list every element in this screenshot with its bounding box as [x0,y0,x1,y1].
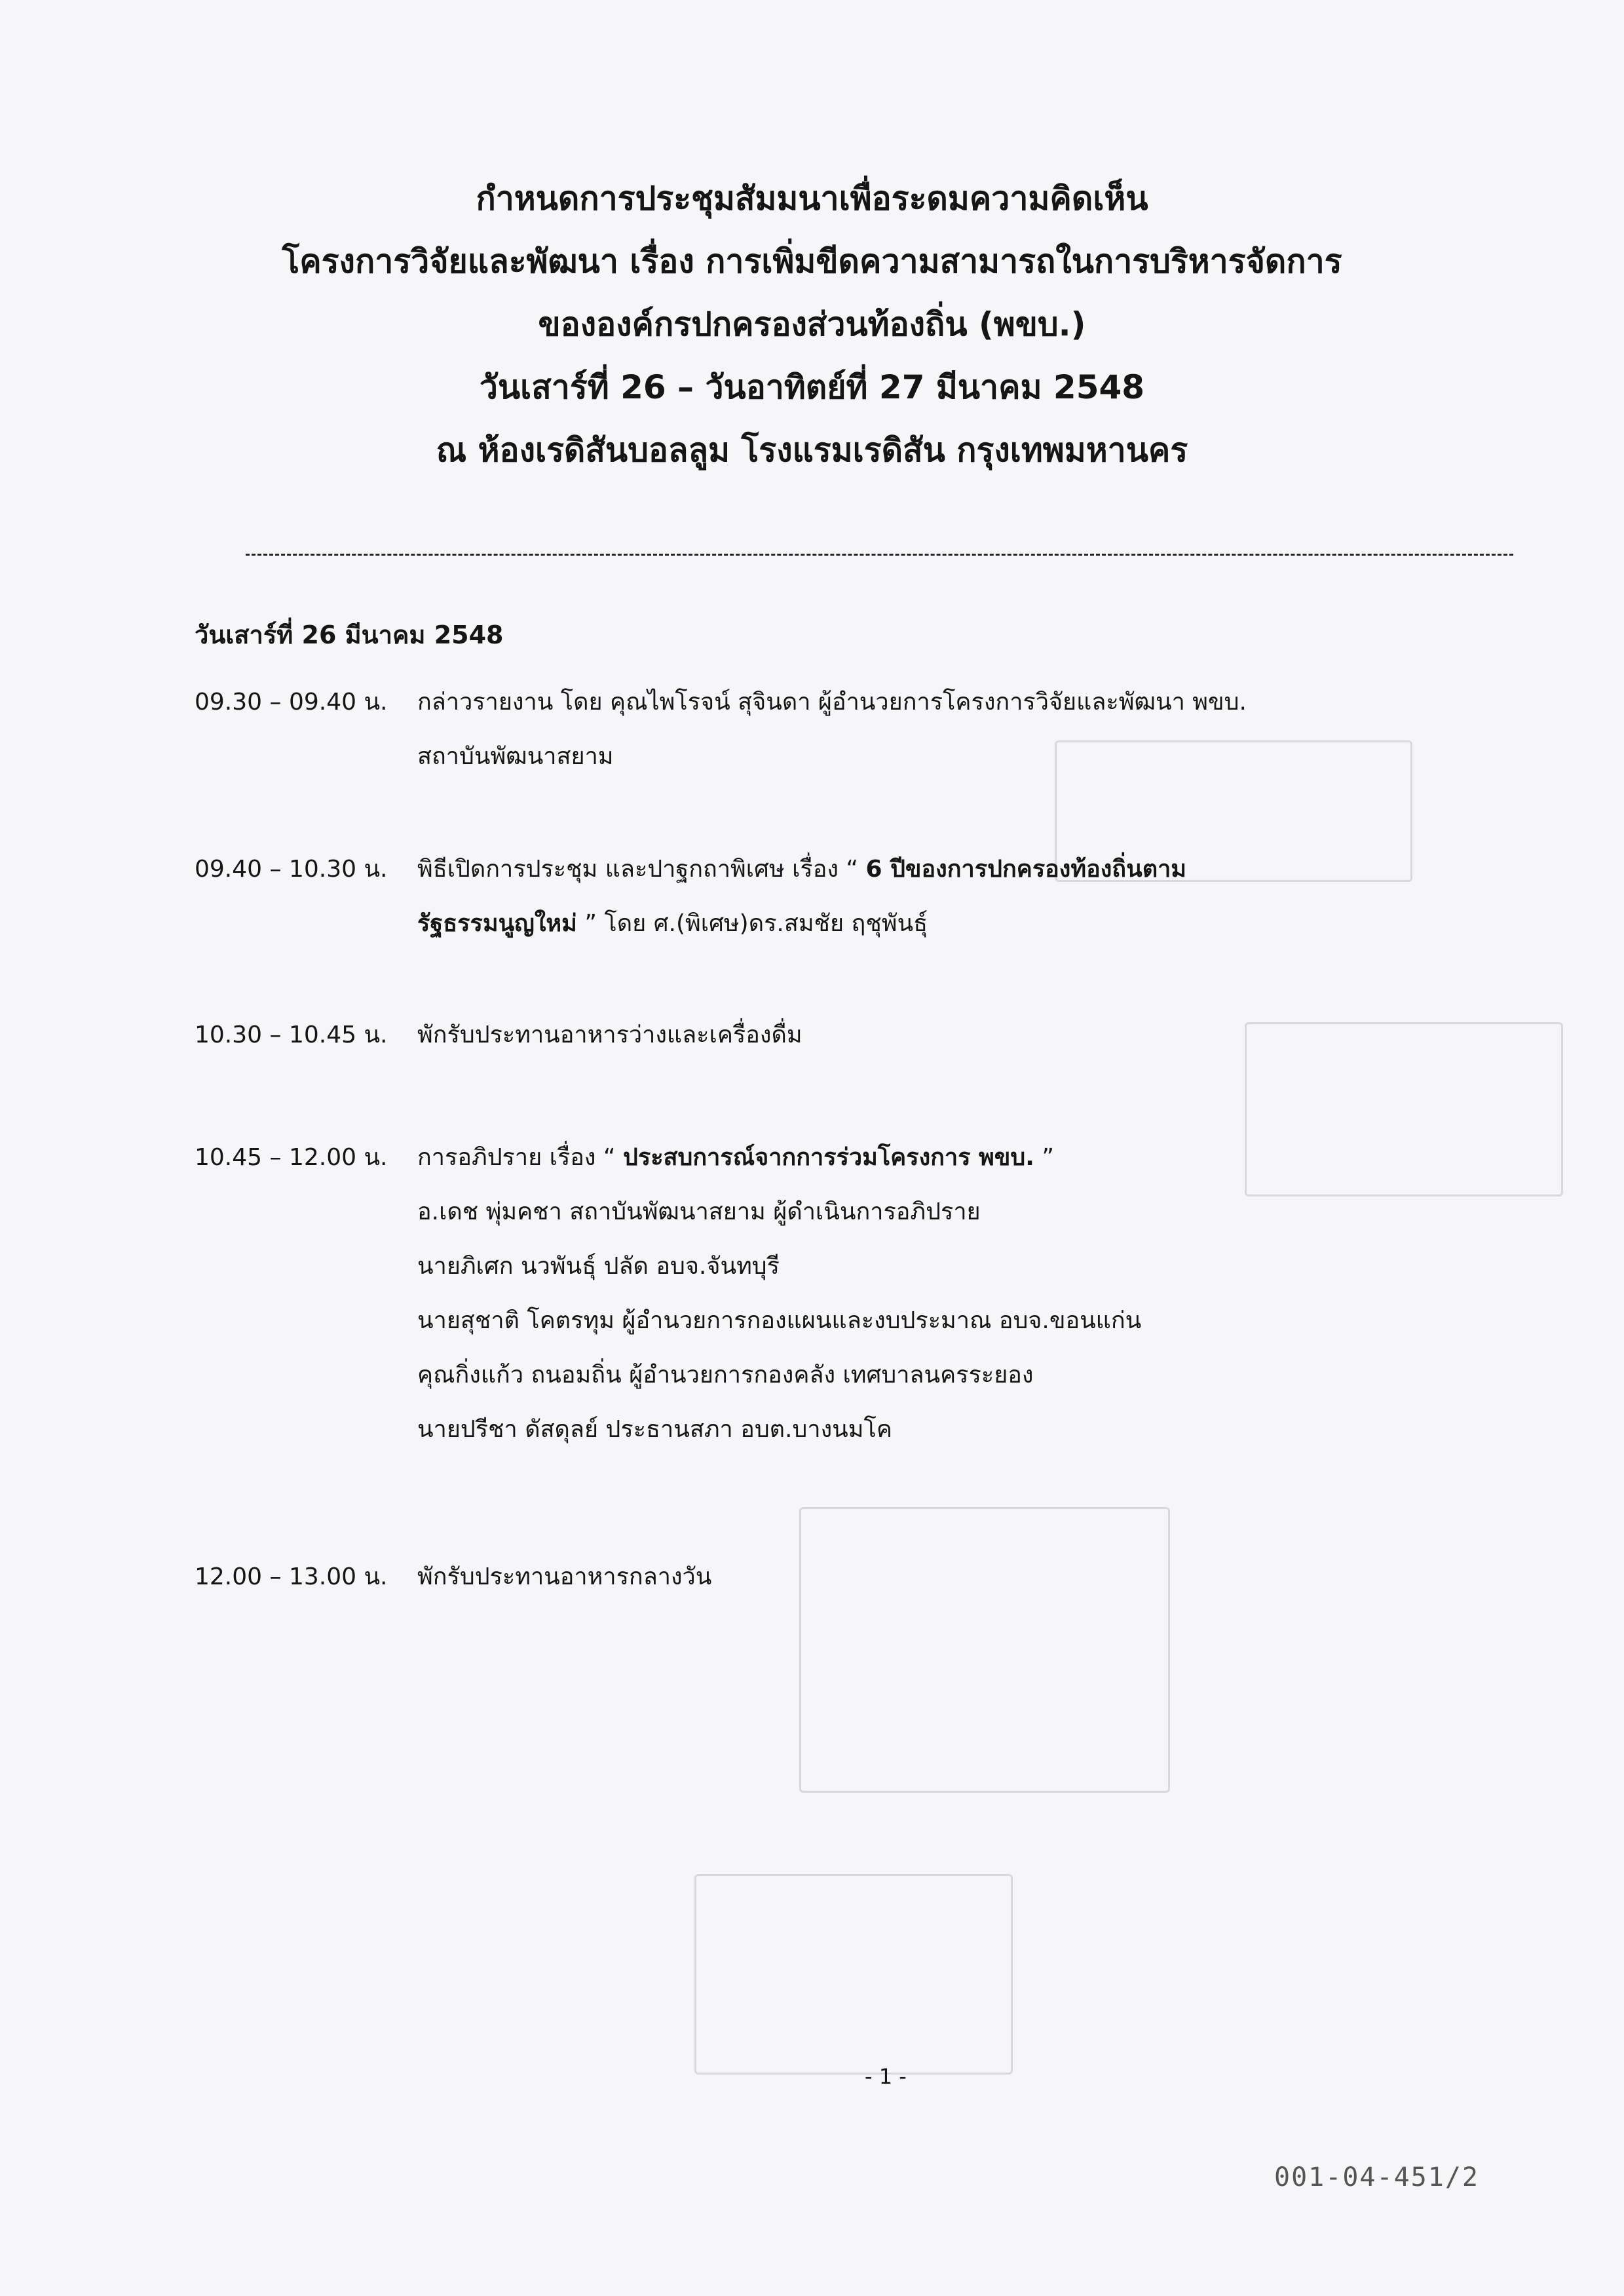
schedule-text: พักรับประทานอาหารกลางวัน [417,1563,712,1590]
panelist: นายปรีชา ดัสดุลย์ ประธานสภา อบต.บางนมโค [417,1416,892,1443]
text-segment: ” [1034,1144,1055,1171]
lecture-topic: 6 ปีของการปกครองท้องถิ่นตาม [865,856,1187,883]
lecture-topic: รัฐธรรมนูญใหม่ [417,910,577,937]
panelist: คุณกิ่งแก้ว ถนอมถิ่น ผู้อำนวยการกองคลัง เทศบาลนครระยอง [417,1362,1034,1388]
panelist: นายสุชาติ โคตรทุม ผู้อำนวยการกองแผนและงบประมาณ อบจ.ขอนแก่น [417,1307,1142,1334]
schedule-text [417,1130,1439,1185]
schedule-text: กล่าวรายงาน โดย คุณไพโรจน์ สุจินดา ผู้อำนวยการโครงการวิจัยและพัฒนา พขบ. [417,689,1247,716]
schedule-time: 09.40 – 10.30 น. [195,856,388,883]
schedule-time: 12.00 – 13.00 น. [195,1563,388,1590]
bleed-through-box [694,1874,1013,2075]
header-venue: ณ ห้องเรดิสันบอลลูม โรงแรมเรดิสัน กรุงเทพมหานคร [436,431,1188,469]
schedule-text: พักรับประทานอาหารว่างและเครื่องดื่ม [417,1022,803,1048]
panel-topic: ประสบการณ์จากการร่วมโครงการ พขบ. [623,1144,1034,1171]
schedule-time: 10.30 – 10.45 น. [195,1022,388,1048]
text-segment: พิธีเปิดการประชุม และปาฐกถาพิเศษ เรื่อง “ [417,856,866,883]
document-code: 001-04-451/2 [1274,2162,1479,2192]
text-segment: การอภิปราย เรื่อง “ [417,1144,624,1171]
schedule-text: สถาบันพัฒนาสยาม [417,743,614,770]
page-number: - 1 - [865,2064,907,2089]
dashed-divider [246,554,1513,556]
schedule-time: 10.45 – 12.00 น. [195,1144,388,1171]
day-heading: วันเสาร์ที่ 26 มีนาคม 2548 [195,621,504,649]
header-project: โครงการวิจัยและพัฒนา เรื่อง การเพิ่มขีดความสามารถในการบริหารจัดการ [282,242,1342,280]
header-organization: ขององค์กรปกครองส่วนท้องถิ่น (พขบ.) [538,305,1086,343]
text-segment: ” โดย ศ.(พิเศษ)ดร.สมชัย ฤชุพันธุ์ [576,910,928,937]
document-header [0,167,1624,482]
schedule-text [417,842,1439,896]
schedule-text [417,896,1439,951]
header-title: กำหนดการประชุมสัมมนาเพื่อระดมความคิดเห็น [476,180,1148,218]
panelist: นายภิเศก นวพันธุ์ ปลัด อบจ.จันทบุรี [417,1253,780,1280]
panelist: อ.เดช พุ่มคชา สถาบันพัฒนาสยาม ผู้ดำเนินการอภิปราย [417,1198,981,1225]
header-dates: วันเสาร์ที่ 26 – วันอาทิตย์ที่ 27 มีนาคม 2548 [479,368,1145,406]
schedule-time: 09.30 – 09.40 น. [195,689,388,716]
